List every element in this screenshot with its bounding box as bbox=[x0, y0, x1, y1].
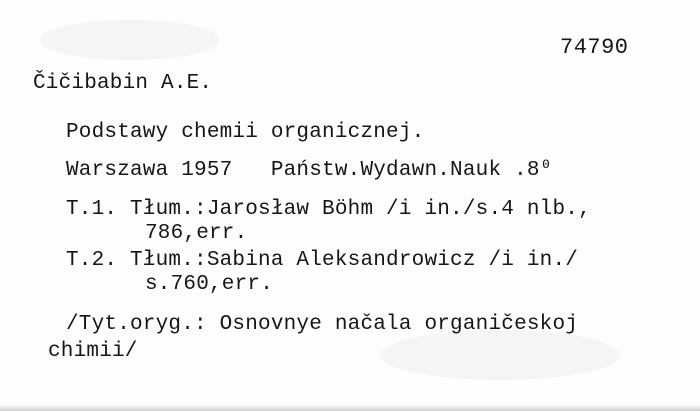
card-bottom-edge bbox=[0, 405, 700, 411]
author-heading: Čičibabin A.E. bbox=[33, 72, 213, 95]
volume-1-line-1: T.1. Tłum.:Jarosław Böhm /i in./s.4 nlb., bbox=[66, 198, 591, 221]
volume-1-line-2: 786,err. bbox=[145, 222, 248, 245]
paper-smudge bbox=[40, 20, 220, 60]
publication-info: Warszawa 1957 Państw.Wydawn.Nauk .8⁰ bbox=[66, 159, 553, 182]
volume-2-line-1: T.2. Tłum.:Sabina Aleksandrowicz /i in./ bbox=[66, 249, 579, 272]
original-title-line-2: chimii/ bbox=[48, 340, 138, 363]
accession-number: 74790 bbox=[560, 35, 629, 60]
paper-smudge bbox=[380, 330, 620, 380]
volume-2-line-2: s.760,err. bbox=[145, 273, 274, 296]
book-title: Podstawy chemii organicznej. bbox=[66, 121, 425, 144]
original-title-line-1: /Tyt.oryg.: Osnovnye načala organičeskoj bbox=[66, 313, 579, 336]
